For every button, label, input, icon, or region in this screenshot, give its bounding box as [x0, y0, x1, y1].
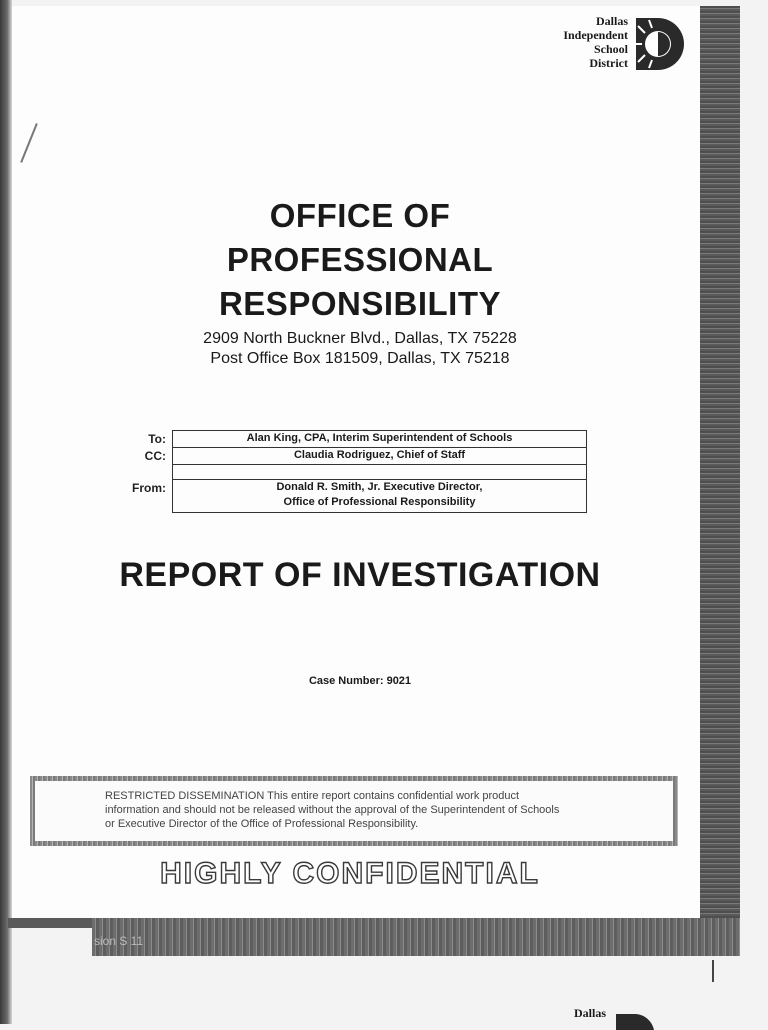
blank-row: [172, 464, 587, 480]
scan-left-edge: [0, 0, 12, 1024]
logo-d-icon: [632, 16, 690, 72]
restricted-notice: [30, 776, 678, 846]
address-line: Post Office Box 181509, Dallas, TX 75218: [210, 350, 510, 367]
logo-text: [560, 14, 628, 70]
from-value-line: Donald R. Smith, Jr. Executive Director,: [276, 481, 483, 493]
restricted-line: or Executive Director of the Office of Professional Responsibility.: [105, 818, 419, 830]
from-label: From:: [132, 481, 166, 495]
cc-label: CC:: [144, 449, 166, 463]
case-number: Case Number: 9021: [308, 675, 412, 687]
margin-tick: [712, 960, 714, 982]
logo-line: Dallas: [595, 14, 628, 28]
restricted-line: RESTRICTED DISSEMINATION This entire report contains confidential work product: [105, 790, 520, 802]
from-value: [172, 479, 587, 513]
cc-value: Claudia Rodriguez, Chief of Staff: [172, 447, 587, 465]
confidential-stamp: HIGHLY CONFIDENTIAL: [160, 857, 540, 890]
address-line: 2909 North Buckner Blvd., Dallas, TX 75228: [203, 330, 517, 347]
restricted-notice-text: [35, 781, 673, 841]
district-logo-footer: [574, 1004, 606, 1022]
logo-footer-text: Dallas: [574, 1006, 607, 1020]
logo-footer-d-icon: [614, 1010, 658, 1030]
office-title: [160, 194, 560, 326]
to-label: To:: [148, 432, 166, 446]
from-value-line: Office of Professional Responsibility: [283, 496, 476, 508]
office-title-line: OFFICE OF: [269, 197, 451, 234]
office-title-line: RESPONSIBILITY: [218, 285, 502, 322]
report-title: REPORT OF INVESTIGATION: [119, 556, 601, 594]
office-title-line: PROFESSIONAL: [226, 241, 494, 278]
logo-line: District: [589, 56, 628, 70]
logo-line: School: [593, 42, 628, 56]
office-address: [150, 329, 570, 369]
scan-bottom-strip: [8, 918, 96, 928]
logo-line: Independent: [563, 28, 628, 42]
to-value: Alan King, CPA, Interim Superintendent of Schools: [172, 430, 587, 448]
scan-fragment-text: sion S 11: [94, 934, 144, 948]
scan-bottom-band: [92, 918, 740, 956]
restricted-line: information and should not be released without the approval of the Superintendent of Schools: [105, 804, 560, 816]
